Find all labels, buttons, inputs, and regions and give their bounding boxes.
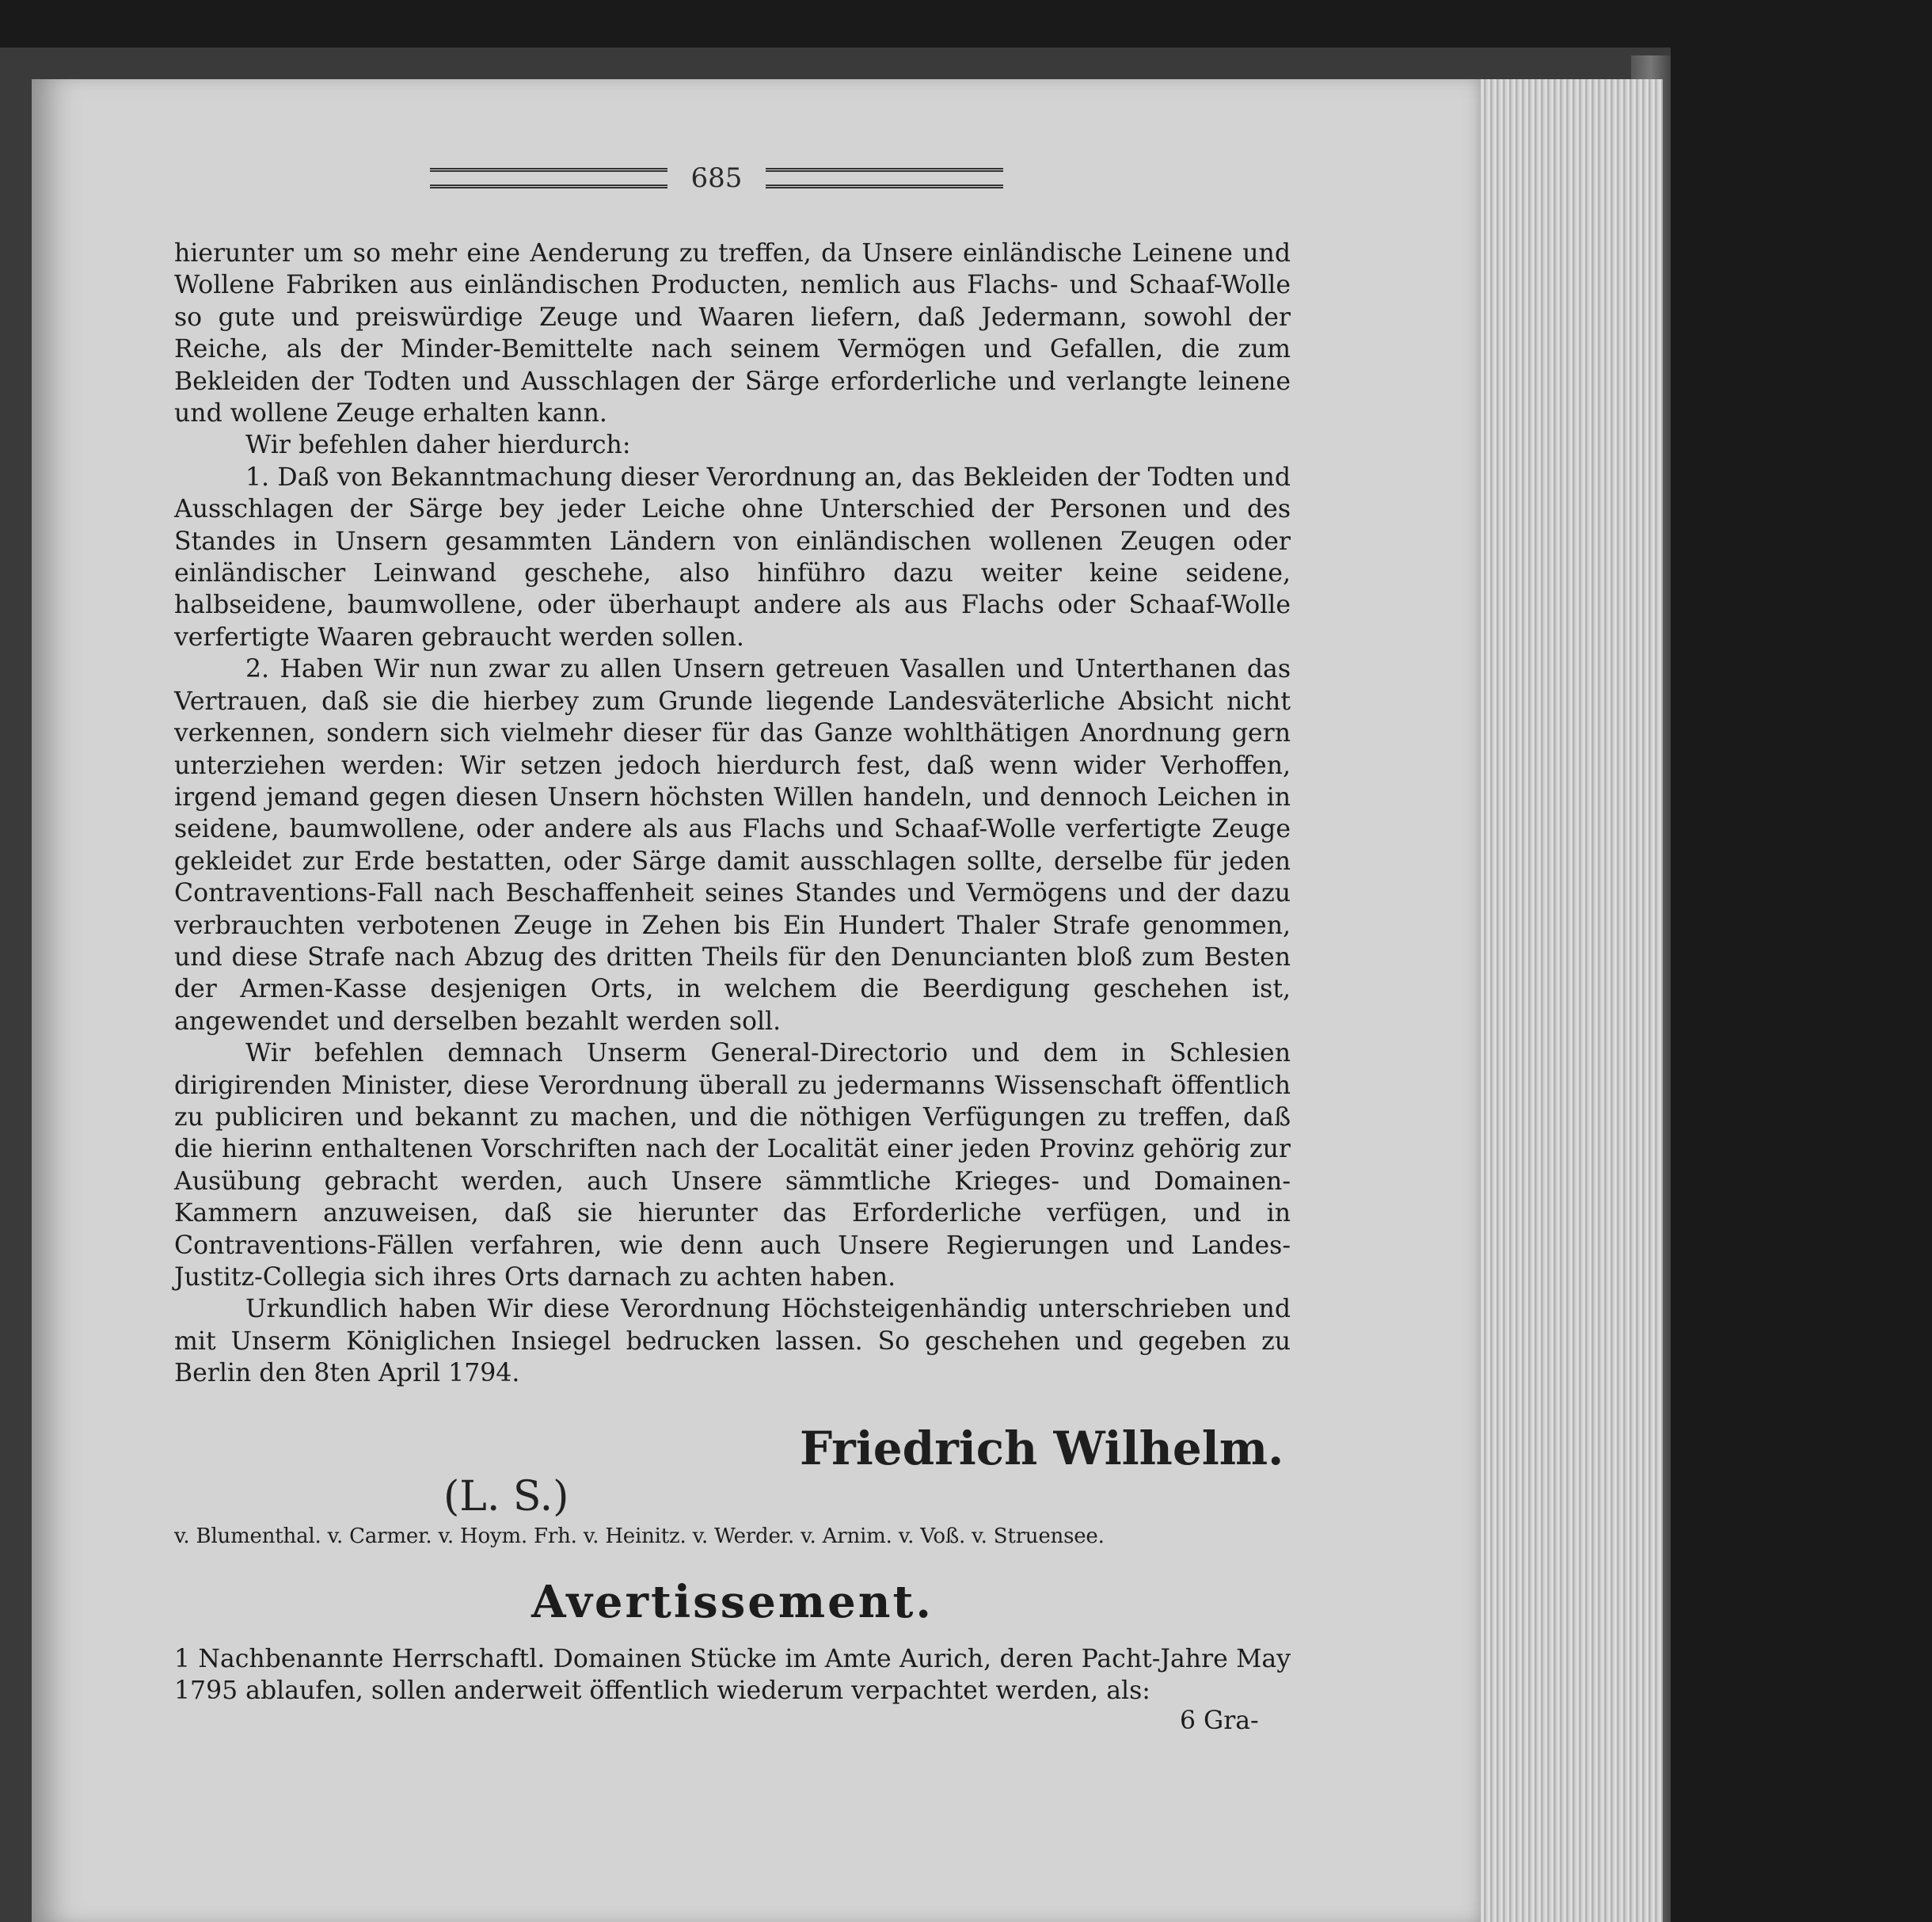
paragraph: Wir befehlen demnach Unserm General-Directorio und dem in Schlesien dirigirenden Minister, diese Verordnung überall zu jedermanns Wissenschaft öffentlich zu publiciren und bekannt zu machen, und die nöthigen Verfügungen zu treffen, daß die hierinn enthaltenen Vorschriften nach der Localität einer jeden Provinz gehörig zur Ausübung gebracht werden, auch Unsere sämmtliche Krieges- und Domainen-Kammern anzuweisen, daß sie hierunter das Erforderliche verfügen, und in Contraventions-Fällen verfahren, wie denn auch Unsere Regierungen und Landes-Justitz-Collegia sich ihres Orts darnach zu achten haben. <box>174 1039 1291 1292</box>
paragraph: Wir befehlen daher hierdurch: <box>245 431 631 460</box>
page-number: 685 <box>690 162 743 194</box>
advertisement-text <box>174 1643 1291 1707</box>
signature: Friedrich Wilhelm. <box>800 1422 1284 1475</box>
paragraph: 2. Haben Wir nun zwar zu allen Unsern getreuen Vasallen und Unterthanen das Vertrauen, daß sie die hierbey zum Grunde liegende Landesväterliche Absicht nicht verkennen, sondern sich vielmehr dieser für das Ganze wohlthätigen Anordnung gern unterziehen werden: Wir setzen jedoch hierdurch fest, daß wenn wider Verhoffen, irgend jemand gegen diesen Unsern höchsten Willen handeln, und dennoch Leichen in seidene, baumwollene, oder andere als aus Flachs und Schaaf-Wolle verfertigte Zeuge gekleidet zur Erde bestatten, oder Särge damit ausschlagen sollte, derselbe für jeden Contraventions-Fall nach Beschaffenheit seines Standes und Vermögens und der dazu verbrauchten verbotenen Zeuge in Zehen bis Ein Hundert Thaler Strafe genommen, und diese Strafe nach Abzug des dritten Theils für den Denuncianten bloß zum Besten der Armen-Kasse desjenigen Orts, in welchem die Beerdigung geschehen ist, angewendet und derselben bezahlt werden soll. <box>174 655 1291 1036</box>
page-edges <box>1481 79 1663 1922</box>
body-text <box>174 238 1291 1390</box>
seal-mark: (L. S.) <box>443 1473 569 1520</box>
paragraph: Urkundlich haben Wir diese Verordnung Höchsteigenhändig unterschrieben und mit Unserm Königlichen Insiegel bedrucken lassen. So geschehen und gegeben zu Berlin den 8ten April 1794. <box>174 1295 1291 1388</box>
header-rule-right <box>766 168 1003 188</box>
paragraph: hierunter um so mehr eine Aenderung zu treffen, da Unsere einländische Leinene und Wollene Fabriken aus einländischen Producten, nemlich aus Flachs- und Schaaf-Wolle so gute und preiswürdige Zeuge und Waaren liefern, daß Jedermann, sowohl der Reiche, als der Minder-Bemittelte nach seinem Vermögen und Gefallen, die zum Bekleiden der Todten und Ausschlagen der Särge erforderliche und verlangte leinene und wollene Zeuge erhalten kann. <box>174 239 1291 428</box>
header-rule-left <box>430 168 667 188</box>
page-header <box>412 158 1021 198</box>
paragraph: 1 Nachbenannte Herrschaftl. Domainen Stücke im Amte Aurich, deren Pacht-Jahre May 1795 ablaufen, sollen anderweit öffentlich wiederum verpachtet werden, als: <box>174 1645 1291 1706</box>
ministers-line: v. Blumenthal. v. Carmer. v. Hoym. Frh. v. Heinitz. v. Werder. v. Arnim. v. Voß. v. Struensee. <box>174 1524 1105 1548</box>
section-heading: Avertissement. <box>531 1576 934 1628</box>
catchword: 6 Gra- <box>1180 1707 1259 1735</box>
paragraph: 1. Daß von Bekanntmachung dieser Verordnung an, das Bekleiden der Todten und Ausschlagen der Särge bey jeder Leiche ohne Unterschied der Personen und des Standes in Unsern gesammten Ländern von einländischen wollenen Zeugen oder einländischer Leinwand geschehe, also hinführo dazu weiter keine seidene, halbseidene, baumwollene, oder überhaupt andere als aus Flachs oder Schaaf-Wolle verfertigte Waaren gebraucht werden sollen. <box>174 462 1291 652</box>
